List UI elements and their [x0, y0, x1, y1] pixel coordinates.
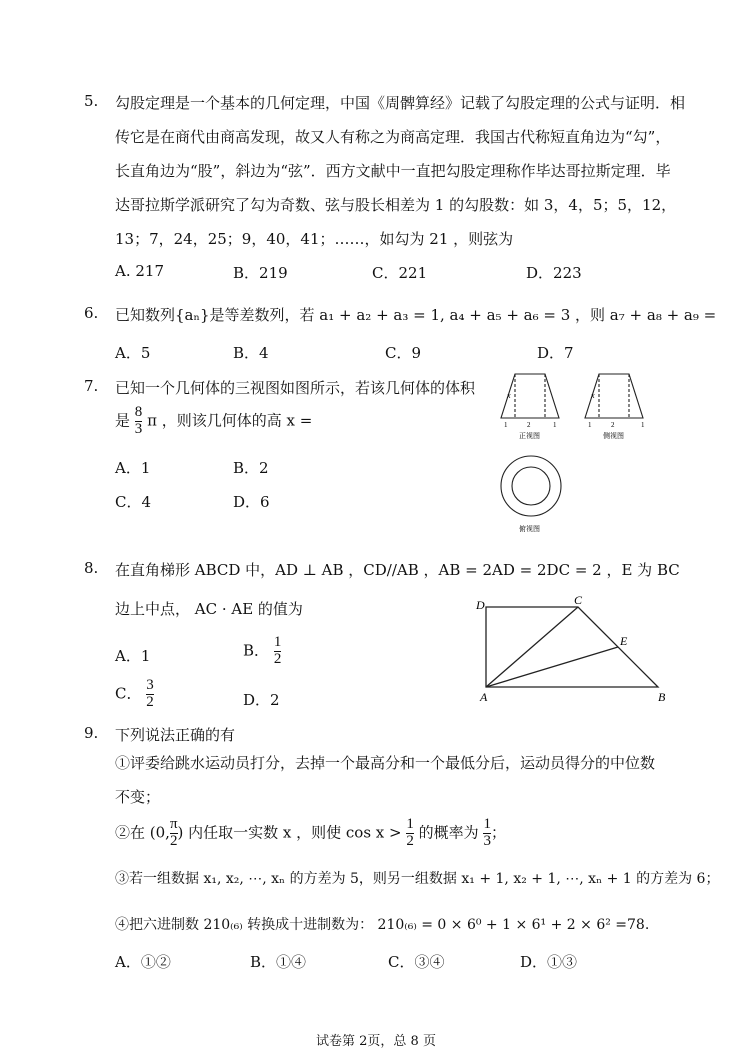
q8-option-b — [243, 635, 281, 668]
point-d: D — [476, 598, 485, 612]
q9-s2-mid: ) 内任取一实数 x ，则使 cos x > — [177, 823, 402, 842]
trapezoid-abcd — [486, 607, 658, 687]
q9-s2-pi: π — [169, 816, 178, 832]
q9-s2-post: 的概率为 — [418, 823, 479, 842]
q8-option-b-frac — [274, 635, 282, 668]
segment-ae — [486, 647, 618, 687]
q9-s2-third-num: 1 — [483, 816, 491, 832]
q5-line-4: 达哥拉斯学派研究了勾为奇数、弦与股长相差为 1 的勾股数：如 3，4，5；5，12， — [115, 196, 677, 214]
q5-option-c: C．221 — [372, 264, 428, 282]
q8-option-c-frac — [146, 678, 154, 711]
trapezoid-figure — [470, 595, 680, 710]
q9-s2-pre: ②在 (0, — [115, 823, 170, 842]
q8-option-c-den: 2 — [146, 693, 154, 710]
point-b: B — [658, 690, 666, 704]
q6-option-b: B．4 — [233, 344, 269, 362]
q8-line-1: 在直角梯形 ABCD 中，AD ⊥ AB ，CD//AB ，AB = 2AD = 2DC = 2 ，E 为 BC — [115, 561, 680, 579]
q8-line-2: 边上中点， AC · AE 的值为 — [115, 600, 303, 618]
q8-option-d: D．2 — [243, 691, 280, 709]
q9-s2-pi-frac — [170, 817, 178, 850]
q9-s2-two: 2 — [169, 832, 178, 849]
top-view — [501, 456, 561, 516]
point-a: A — [480, 690, 488, 704]
q9-s2-third — [483, 817, 491, 850]
side-view-x: x — [591, 391, 595, 400]
q9-statement-1b: 不变； — [115, 788, 161, 806]
q5-line-1: 勾股定理是一个基本的几何定理，中国《周髀算经》记载了勾股定理的公式与证明．相 — [115, 94, 686, 112]
q9-option-a: A．①② — [115, 953, 171, 971]
q7-option-a: A．1 — [115, 459, 151, 477]
q7-line-2 — [115, 405, 312, 438]
volume-fraction-num: 8 — [134, 404, 143, 420]
q9-statement-1a: ①评委给跳水运动员打分，去掉一个最高分和一个最低分后，运动员得分的中位数 — [115, 754, 656, 772]
q7-option-c: C．4 — [115, 493, 152, 511]
q6-stem: 已知数列{aₙ}是等差数列，若 a₁ + a₂ + a₃ = 1, a₄ + a₅ + a₆ = 3 ，则 a₇ + a₈ + a₉ = — [115, 306, 717, 324]
point-c: C — [574, 595, 583, 607]
q8-number: 8. — [84, 559, 99, 577]
q6-option-a: A．5 — [115, 344, 151, 362]
q9-statement-4: ④把六进制数 210₍₆₎ 转换成十进制数为： 210₍₆₎ = 0 × 6⁰ + 1 × 6¹ + 2 × 6² =78. — [115, 917, 650, 933]
q9-option-c: C．③④ — [388, 953, 445, 971]
q8-option-a: A．1 — [115, 647, 151, 665]
side-view-dim-2: 2 — [611, 421, 615, 429]
q9-s2-end: ； — [490, 823, 506, 842]
volume-fraction — [135, 405, 143, 438]
q9-s2-third-den: 3 — [483, 832, 491, 849]
front-view-x: x — [507, 391, 511, 400]
top-view-label: 俯视图 — [519, 525, 540, 533]
front-view-dim-1b: 1 — [553, 421, 557, 429]
q5-option-a: A. 217 — [115, 262, 164, 280]
q7-line-2-pre: 是 — [115, 411, 131, 430]
q8-option-c-num: 3 — [146, 677, 154, 693]
q9-s2-half-den: 2 — [406, 832, 414, 849]
front-view-dim-2: 2 — [527, 421, 531, 429]
q8-option-b-den: 2 — [273, 650, 282, 667]
q9-option-d: D．①③ — [520, 953, 578, 971]
segment-ac — [486, 607, 578, 687]
q5-line-3: 长直角边为“股”，斜边为“弦”．西方文献中一直把勾股定理称作毕达哥拉斯定理．毕 — [115, 162, 671, 180]
q7-line-1: 已知一个几何体的三视图如图所示，若该几何体的体积 — [115, 379, 476, 397]
q9-statement-3: ③若一组数据 x₁, x₂, ⋯, xₙ 的方差为 5，则另一组数据 x₁ + 1, x₂ + 1, ⋯, xₙ + 1 的方差为 6； — [115, 871, 720, 887]
side-view-label: 侧视图 — [603, 432, 624, 440]
q7-number: 7. — [84, 377, 99, 395]
q9-s2-half — [406, 817, 414, 850]
q6-number: 6. — [84, 304, 99, 322]
q6-option-d: D．7 — [537, 344, 574, 362]
volume-fraction-den: 3 — [134, 420, 143, 437]
side-view-dim-1b: 1 — [641, 421, 645, 429]
front-view-dim-1a: 1 — [504, 421, 508, 429]
three-views-figure — [495, 368, 675, 543]
q5-line-5: 13；7，24，25；9，40，41；……，如勾为 21 ，则弦为 — [115, 230, 514, 248]
q7-line-2-post: π ，则该几何体的高 x = — [147, 411, 313, 430]
side-view-dim-1a: 1 — [588, 421, 592, 429]
q8-option-b-num: 1 — [273, 634, 282, 650]
q9-option-b: B．①④ — [250, 953, 307, 971]
point-e: E — [620, 634, 628, 648]
q9-number: 9. — [84, 724, 99, 742]
q5-option-b: B．219 — [233, 264, 288, 282]
q7-option-d: D．6 — [233, 493, 270, 511]
q7-option-b: B．2 — [233, 459, 269, 477]
q8-option-c-label: C． — [115, 684, 142, 703]
q9-stem: 下列说法正确的有 — [115, 726, 236, 744]
q6-option-c: C．9 — [385, 344, 422, 362]
q8-option-c — [115, 678, 154, 711]
front-view-label: 正视图 — [519, 432, 540, 440]
q9-s2-half-num: 1 — [406, 816, 414, 832]
q5-option-d: D．223 — [526, 264, 582, 282]
page-footer: 试卷第 2页，总 8 页 — [316, 1034, 436, 1049]
q8-option-b-label: B． — [243, 641, 270, 660]
q9-statement-2 — [115, 817, 506, 850]
q5-line-2: 传它是在商代由商高发现，故又人有称之为商高定理．我国古代称短直角边为“勾”， — [115, 128, 671, 146]
q5-number: 5. — [84, 92, 99, 110]
